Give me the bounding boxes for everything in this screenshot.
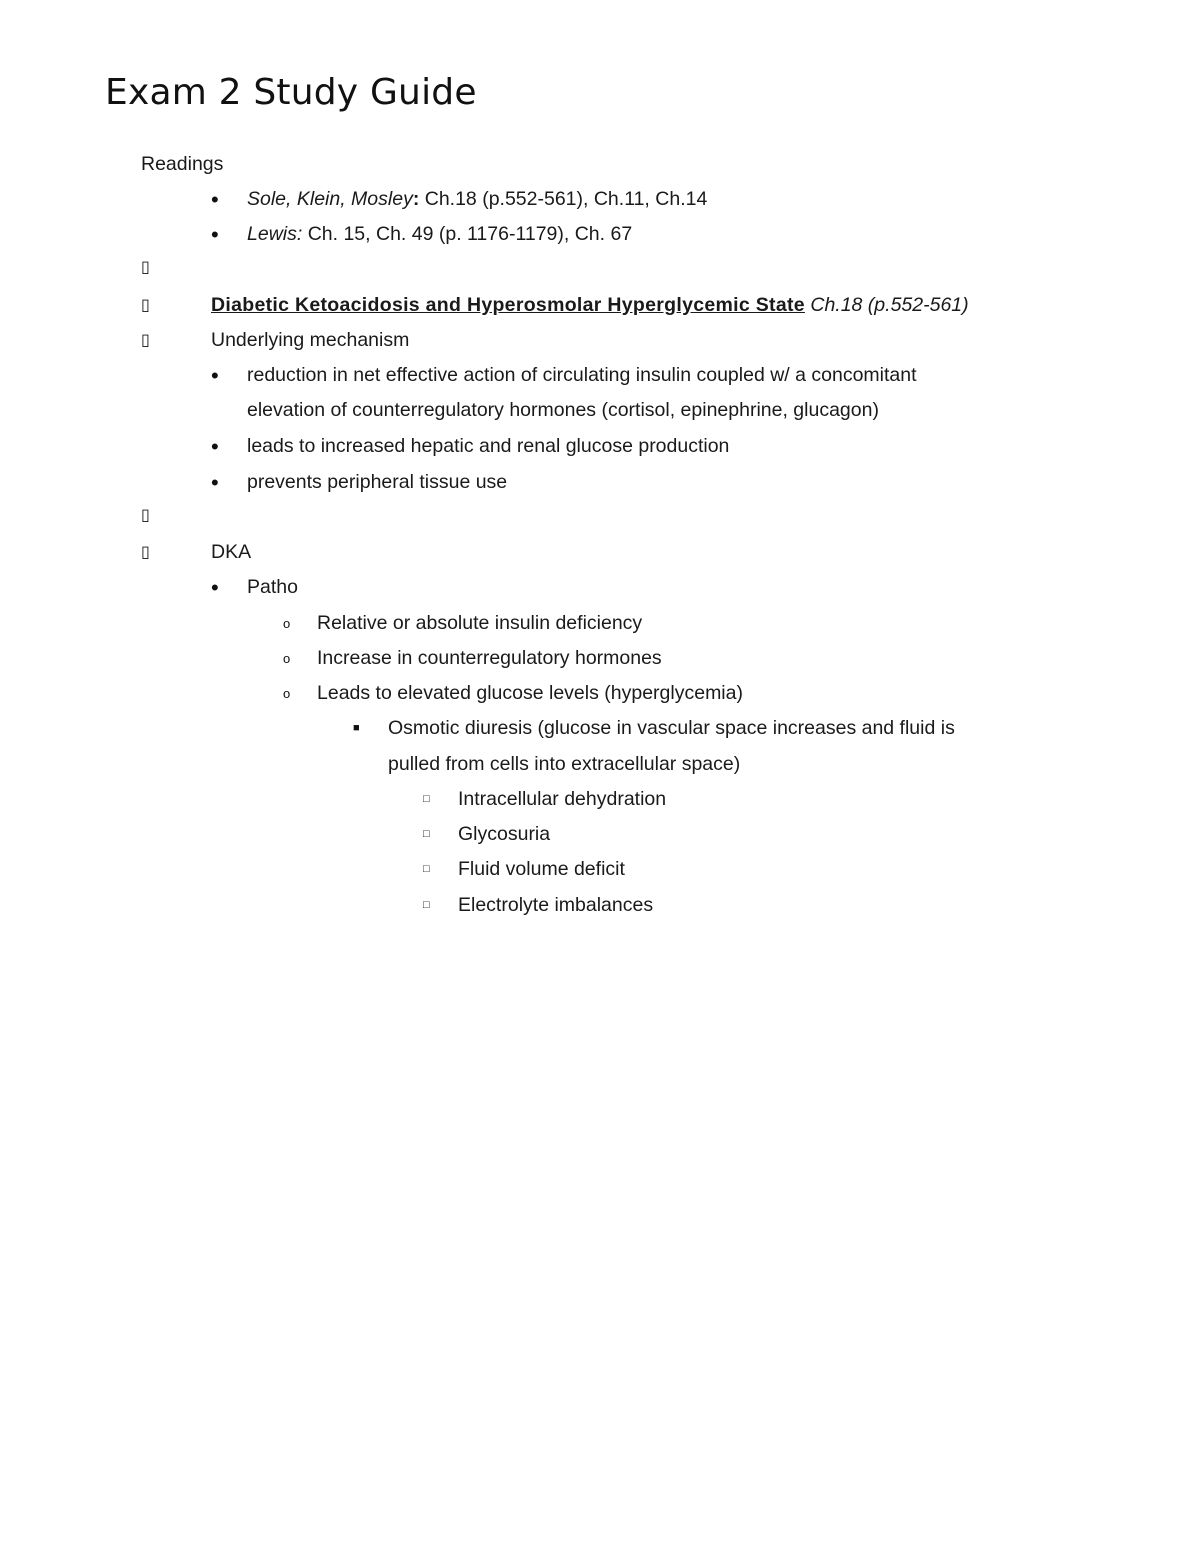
- bullet-circle-icon: o: [283, 616, 291, 631]
- patho-item-3: Leads to elevated glucose levels (hyperglycemia): [317, 682, 743, 704]
- margin-glyph-icon: ▯: [141, 507, 150, 524]
- bullet-hollow-square-icon: □: [423, 793, 430, 805]
- margin-glyph-icon: ▯: [141, 544, 150, 561]
- bullet-disc-icon: •: [211, 222, 219, 247]
- bullet-disc-icon: •: [211, 363, 219, 388]
- bullet-hollow-square-icon: □: [423, 899, 430, 911]
- patho-item-2: Increase in counterregulatory hormones: [317, 647, 662, 669]
- bullet-hollow-square-icon: □: [423, 828, 430, 840]
- reading-author: Lewis: [247, 223, 297, 245]
- reading-separator: :: [412, 188, 420, 210]
- bullet-circle-icon: o: [283, 651, 291, 666]
- mechanism-label: Underlying mechanism: [211, 329, 410, 351]
- osmotic-diuresis-continued: pulled from cells into extracellular space): [388, 753, 741, 775]
- reading-separator: :: [296, 223, 303, 245]
- patho-label: Patho: [247, 576, 298, 598]
- margin-glyph-icon: ▯: [141, 332, 150, 349]
- section-heading: Diabetic Ketoacidosis and Hyperosmolar Hyperglycemic State: [211, 294, 805, 316]
- osmotic-diuresis: Osmotic diuresis (glucose in vascular space increases and fluid is: [388, 717, 955, 739]
- reading-item-2: [247, 217, 632, 252]
- reading-item-1: [247, 182, 707, 217]
- osmotic-item-3: Fluid volume deficit: [458, 858, 625, 880]
- mechanism-item-1: reduction in net effective action of circulating insulin coupled w/ a concomitant: [247, 364, 917, 386]
- mechanism-item-3: prevents peripheral tissue use: [247, 471, 508, 493]
- mechanism-item-2: leads to increased hepatic and renal glucose production: [247, 435, 730, 457]
- readings-label: Readings: [141, 153, 224, 175]
- margin-glyph-icon: ▯: [141, 297, 150, 314]
- reading-chapters: Ch.18 (p.552-561), Ch.11, Ch.14: [419, 188, 708, 210]
- osmotic-item-1: Intracellular dehydration: [458, 788, 667, 810]
- osmotic-item-2: Glycosuria: [458, 823, 551, 845]
- bullet-disc-icon: •: [211, 187, 219, 212]
- section-heading-line: [211, 288, 969, 323]
- mechanism-item-1-continued: elevation of counterregulatory hormones (cortisol, epinephrine, glucagon): [247, 399, 879, 421]
- bullet-square-icon: ■: [353, 722, 360, 734]
- margin-glyph-icon: ▯: [141, 259, 150, 276]
- reading-chapters: Ch. 15, Ch. 49 (p. 1176-1179), Ch. 67: [302, 223, 633, 245]
- bullet-disc-icon: •: [211, 575, 219, 600]
- patho-item-1: Relative or absolute insulin deficiency: [317, 612, 643, 634]
- osmotic-item-4: Electrolyte imbalances: [458, 894, 654, 916]
- page-title: Exam 2 Study Guide: [105, 72, 477, 113]
- reading-author: Sole, Klein, Mosley: [247, 188, 413, 210]
- dka-label: DKA: [211, 541, 252, 563]
- section-reference: Ch.18 (p.552-561): [804, 294, 969, 316]
- bullet-disc-icon: •: [211, 470, 219, 495]
- bullet-circle-icon: o: [283, 686, 291, 701]
- bullet-hollow-square-icon: □: [423, 863, 430, 875]
- bullet-disc-icon: •: [211, 434, 219, 459]
